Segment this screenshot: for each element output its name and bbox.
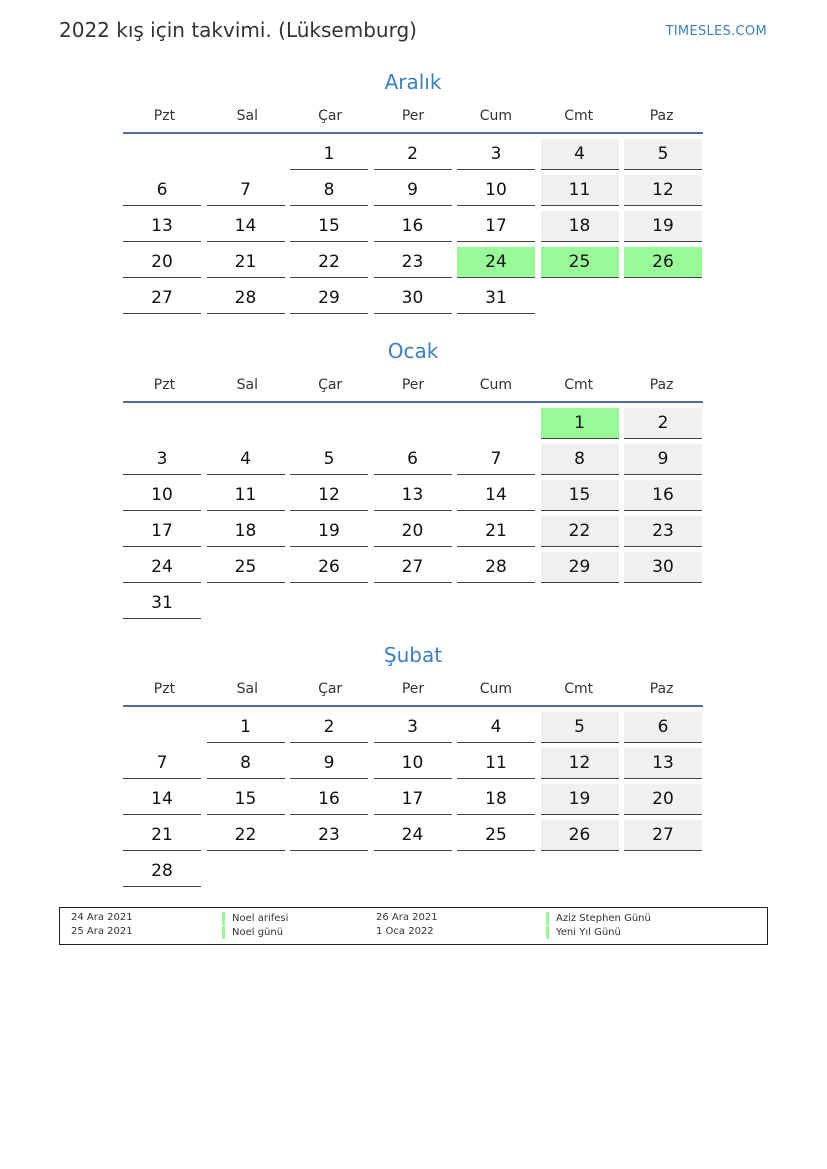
day-cell: 23 [374, 247, 452, 278]
weekday-label: Paz [649, 377, 674, 393]
empty-day-cell [457, 856, 535, 887]
day-cell: 17 [457, 211, 535, 242]
day-cell: 6 [374, 444, 452, 475]
day-cell: 17 [123, 516, 201, 547]
page-title: 2022 kış için takvimi. (Lüksemburg) [59, 18, 417, 42]
day-cell: 21 [457, 516, 535, 547]
day-grid [123, 408, 703, 619]
weekday-label: Çar [318, 681, 343, 697]
day-cell: 19 [541, 784, 619, 815]
empty-day-cell [123, 408, 201, 439]
day-cell: 30 [624, 552, 702, 583]
day-cell: 7 [207, 175, 285, 206]
weekday-header [123, 373, 703, 403]
day-cell: 6 [123, 175, 201, 206]
day-cell: 22 [207, 820, 285, 851]
day-cell: 27 [624, 820, 702, 851]
day-cell: 16 [374, 211, 452, 242]
weekday-label: Cmt [564, 377, 594, 393]
month-title: Aralık [384, 70, 442, 94]
day-cell: 22 [290, 247, 368, 278]
holiday-day-cell: 25 [541, 247, 619, 278]
empty-day-cell [457, 588, 535, 619]
day-cell: 21 [207, 247, 285, 278]
empty-day-cell [374, 408, 452, 439]
empty-day-cell [290, 408, 368, 439]
site-link[interactable]: TIMESLES.COM [665, 24, 767, 39]
day-cell: 3 [374, 712, 452, 743]
day-cell: 23 [290, 820, 368, 851]
empty-day-cell [457, 408, 535, 439]
day-cell: 2 [624, 408, 702, 439]
day-cell: 28 [123, 856, 201, 887]
day-cell: 27 [123, 283, 201, 314]
day-cell: 15 [290, 211, 368, 242]
day-cell: 12 [624, 175, 702, 206]
weekday-label: Paz [649, 681, 674, 697]
weekday-label: Sal [236, 108, 258, 124]
day-cell: 29 [541, 552, 619, 583]
weekday-label: Cmt [564, 108, 594, 124]
weekday-label: Per [401, 681, 425, 697]
day-cell: 11 [541, 175, 619, 206]
day-cell: 23 [624, 516, 702, 547]
day-cell: 31 [123, 588, 201, 619]
holiday-day-cell: 24 [457, 247, 535, 278]
day-cell: 25 [457, 820, 535, 851]
month-title: Şubat [383, 643, 443, 667]
empty-day-cell [290, 588, 368, 619]
day-cell: 18 [207, 516, 285, 547]
day-cell: 13 [123, 211, 201, 242]
legend-date: 26 Ara 2021 [376, 912, 438, 923]
holiday-day-cell: 26 [624, 247, 702, 278]
holiday-day-cell: 1 [541, 408, 619, 439]
day-cell: 14 [123, 784, 201, 815]
day-cell: 14 [207, 211, 285, 242]
day-cell: 15 [541, 480, 619, 511]
empty-day-cell [624, 856, 702, 887]
day-cell: 28 [457, 552, 535, 583]
empty-day-cell [123, 139, 201, 170]
day-cell: 15 [207, 784, 285, 815]
weekday-label: Sal [236, 681, 258, 697]
empty-day-cell [123, 712, 201, 743]
day-cell: 11 [207, 480, 285, 511]
month-calendar [123, 641, 703, 887]
day-cell: 8 [290, 175, 368, 206]
day-cell: 20 [374, 516, 452, 547]
legend-date: 24 Ara 2021 [71, 912, 133, 923]
legend-holiday-name: Noel arifesi [222, 912, 288, 925]
legend-date: 1 Oca 2022 [376, 926, 434, 937]
legend-holiday-name: Aziz Stephen Günü [546, 912, 651, 925]
weekday-header [123, 104, 703, 134]
day-cell: 9 [374, 175, 452, 206]
weekday-label: Pzt [153, 108, 176, 124]
empty-day-cell [541, 856, 619, 887]
day-cell: 17 [374, 784, 452, 815]
day-cell: 13 [624, 748, 702, 779]
day-cell: 18 [457, 784, 535, 815]
day-cell: 26 [541, 820, 619, 851]
day-cell: 2 [374, 139, 452, 170]
day-cell: 20 [624, 784, 702, 815]
weekday-label: Pzt [153, 377, 176, 393]
weekday-label: Çar [318, 108, 343, 124]
day-cell: 10 [374, 748, 452, 779]
legend-date: 25 Ara 2021 [71, 926, 133, 937]
day-cell: 10 [457, 175, 535, 206]
day-cell: 2 [290, 712, 368, 743]
day-cell: 3 [123, 444, 201, 475]
weekday-label: Cmt [564, 681, 594, 697]
day-grid [123, 712, 703, 887]
weekday-label: Cum [479, 108, 513, 124]
day-cell: 5 [541, 712, 619, 743]
day-cell: 5 [290, 444, 368, 475]
empty-day-cell [374, 588, 452, 619]
weekday-header [123, 677, 703, 707]
empty-day-cell [624, 283, 702, 314]
day-cell: 31 [457, 283, 535, 314]
empty-day-cell [207, 408, 285, 439]
empty-day-cell [541, 283, 619, 314]
holiday-legend [59, 907, 768, 945]
day-cell: 5 [624, 139, 702, 170]
legend-holiday-name: Noel günü [222, 926, 283, 939]
day-cell: 27 [374, 552, 452, 583]
weekday-label: Per [401, 377, 425, 393]
day-cell: 24 [374, 820, 452, 851]
day-cell: 8 [207, 748, 285, 779]
legend-holiday-name: Yeni Yıl Günü [546, 926, 621, 939]
day-cell: 9 [624, 444, 702, 475]
weekday-label: Çar [318, 377, 343, 393]
empty-day-cell [624, 588, 702, 619]
day-cell: 18 [541, 211, 619, 242]
day-cell: 1 [290, 139, 368, 170]
day-cell: 4 [541, 139, 619, 170]
day-grid [123, 139, 703, 314]
day-cell: 7 [457, 444, 535, 475]
day-cell: 14 [457, 480, 535, 511]
weekday-label: Cum [479, 681, 513, 697]
day-cell: 16 [290, 784, 368, 815]
weekday-label: Sal [236, 377, 258, 393]
weekday-label: Per [401, 108, 425, 124]
day-cell: 24 [123, 552, 201, 583]
day-cell: 1 [207, 712, 285, 743]
day-cell: 29 [290, 283, 368, 314]
empty-day-cell [207, 139, 285, 170]
day-cell: 7 [123, 748, 201, 779]
weekday-label: Pzt [153, 681, 176, 697]
day-cell: 9 [290, 748, 368, 779]
day-cell: 26 [290, 552, 368, 583]
day-cell: 12 [290, 480, 368, 511]
day-cell: 19 [624, 211, 702, 242]
empty-day-cell [374, 856, 452, 887]
day-cell: 6 [624, 712, 702, 743]
day-cell: 22 [541, 516, 619, 547]
empty-day-cell [290, 856, 368, 887]
day-cell: 19 [290, 516, 368, 547]
day-cell: 21 [123, 820, 201, 851]
day-cell: 4 [207, 444, 285, 475]
weekday-label: Paz [649, 108, 674, 124]
day-cell: 28 [207, 283, 285, 314]
day-cell: 11 [457, 748, 535, 779]
day-cell: 13 [374, 480, 452, 511]
day-cell: 10 [123, 480, 201, 511]
weekday-label: Cum [479, 377, 513, 393]
day-cell: 8 [541, 444, 619, 475]
empty-day-cell [207, 588, 285, 619]
day-cell: 30 [374, 283, 452, 314]
day-cell: 3 [457, 139, 535, 170]
day-cell: 16 [624, 480, 702, 511]
day-cell: 12 [541, 748, 619, 779]
day-cell: 4 [457, 712, 535, 743]
empty-day-cell [541, 588, 619, 619]
month-title: Ocak [387, 339, 439, 363]
day-cell: 25 [207, 552, 285, 583]
empty-day-cell [207, 856, 285, 887]
day-cell: 20 [123, 247, 201, 278]
month-calendar [123, 68, 703, 314]
month-calendar [123, 337, 703, 619]
